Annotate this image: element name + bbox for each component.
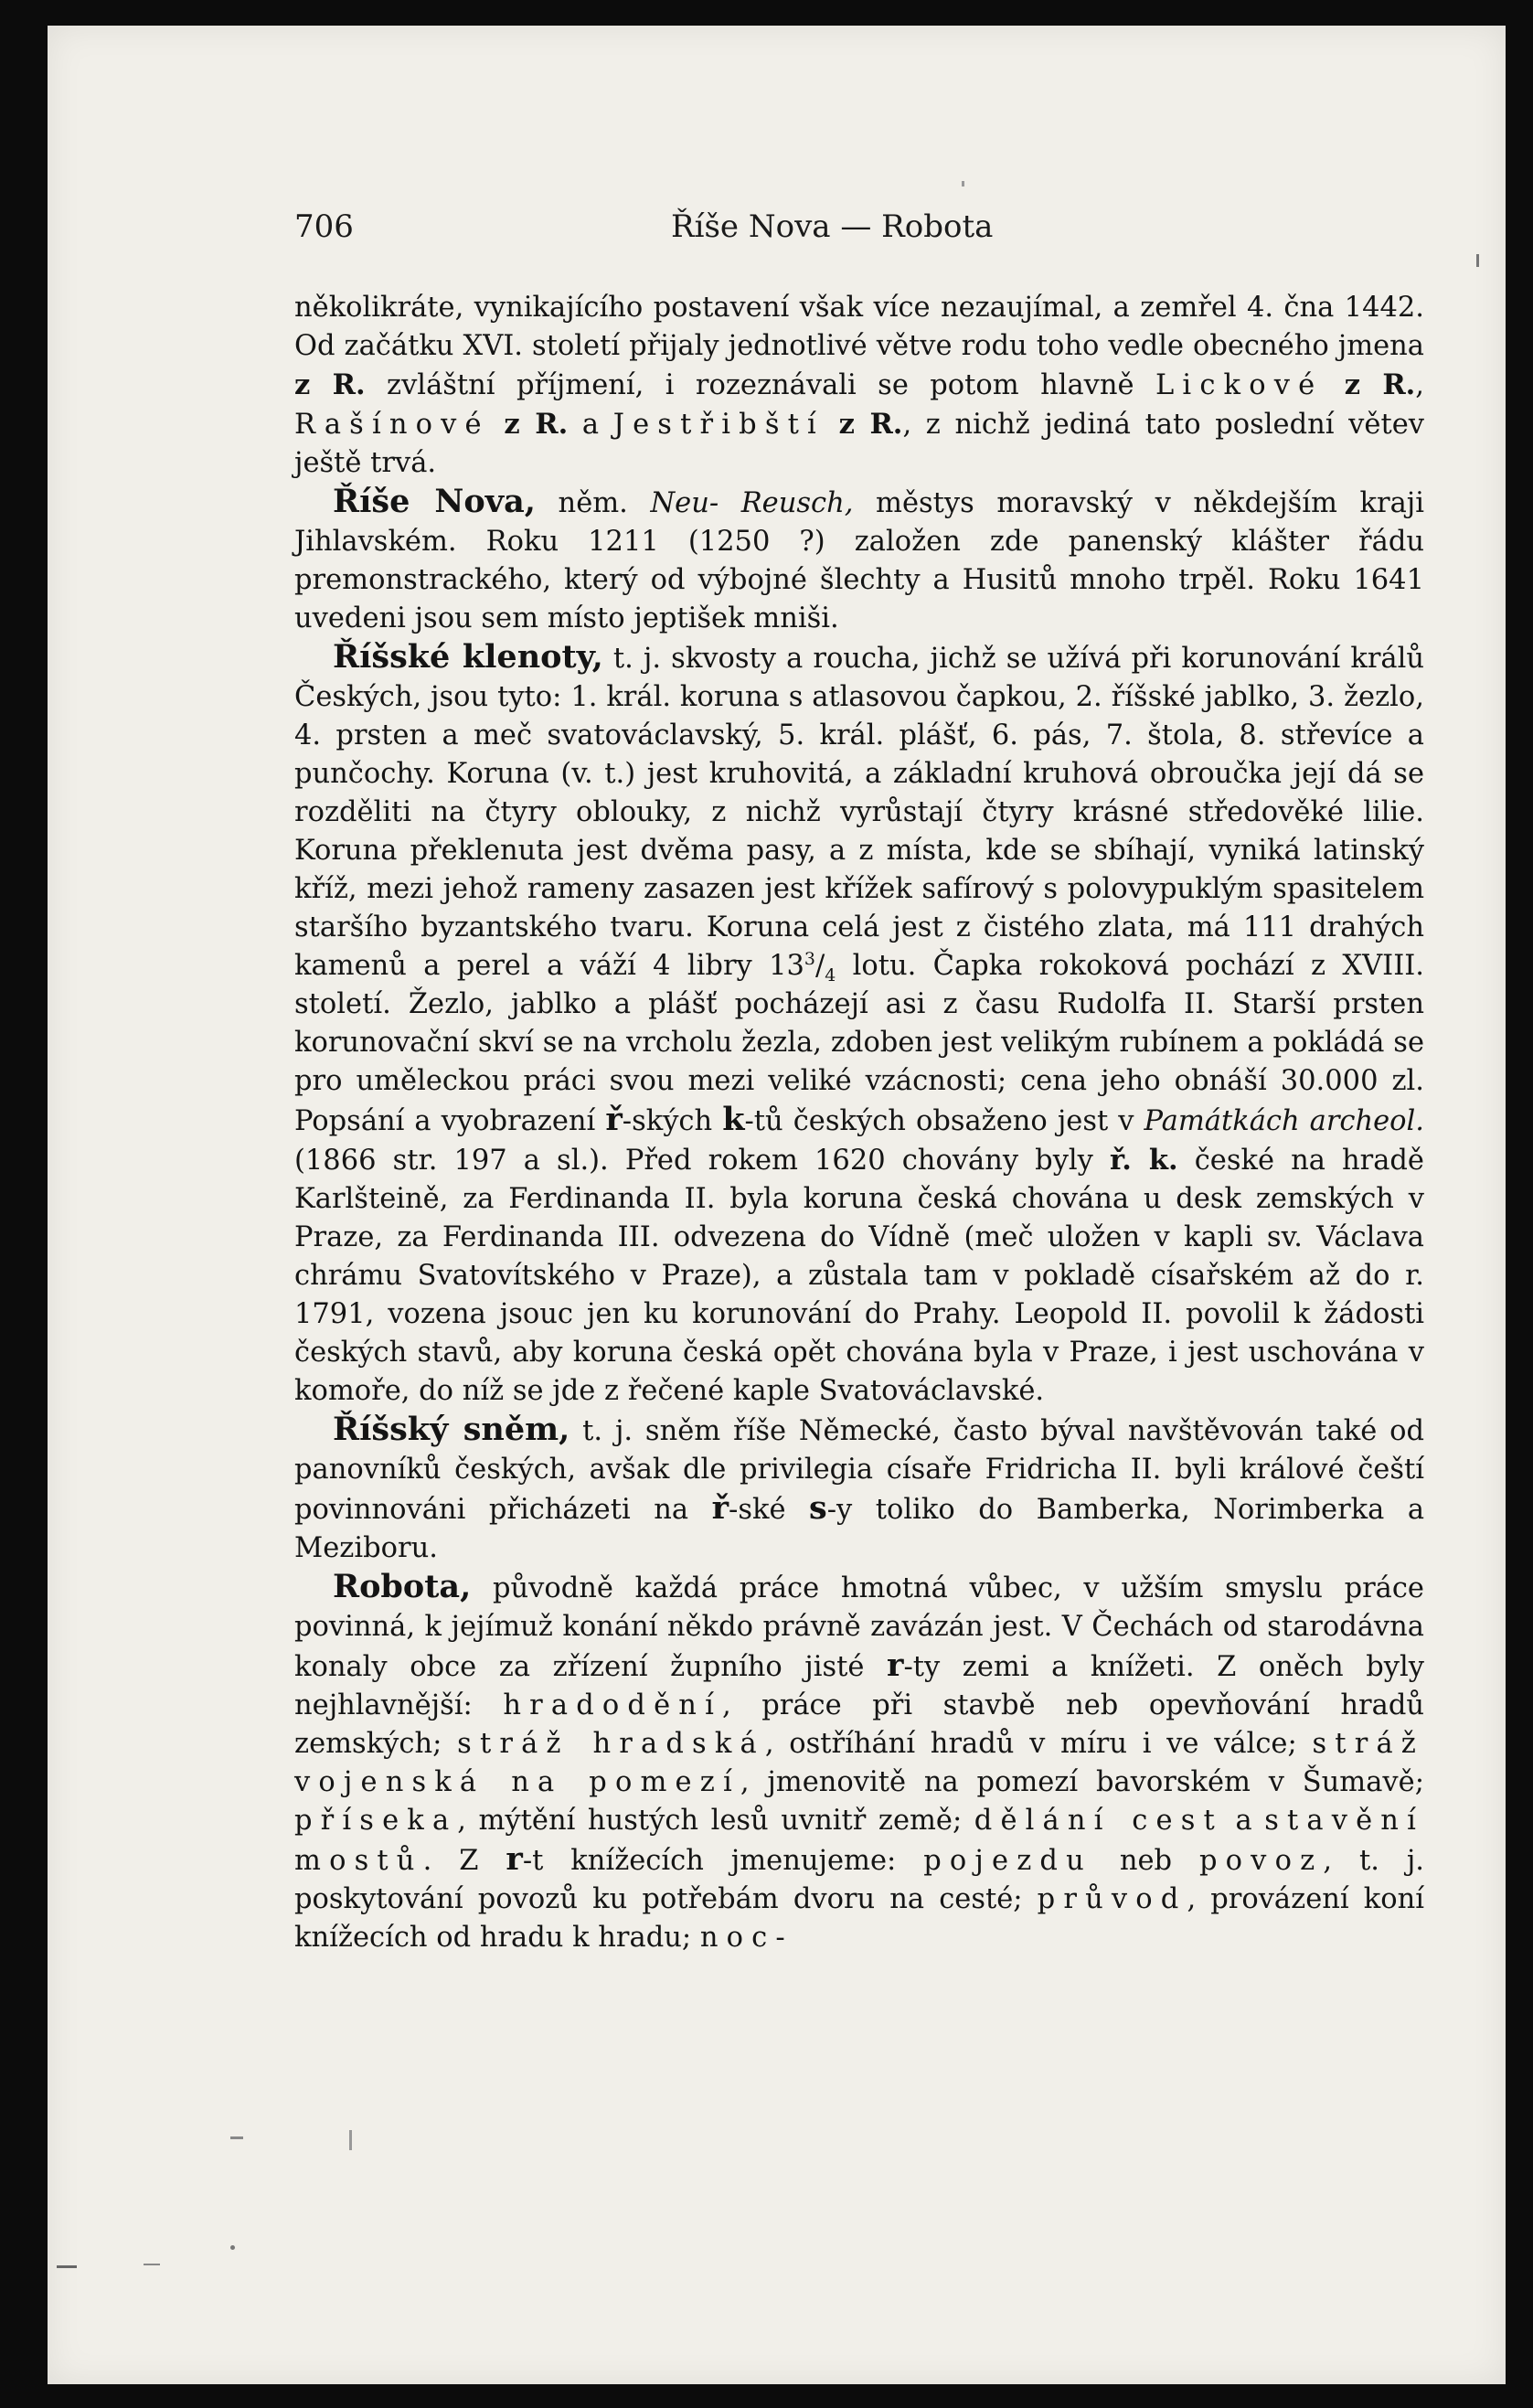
continued-paragraph: několikráte, vynikajícího postavení však více nezaujímal, a zemřel 4. čna 1442. Od začátku XVI. století přijaly jednotlivé větve rodu toho vedle obecného jmena z R. zvláštní příjmení, i rozeznávali se potom hlavně Lickové z R., Rašínové z R. a Jestřibští z R., z nichž jediná tato poslední větev ještě trvá. [294,292,1424,479]
abbr-z-r: z R. [294,368,366,401]
margin-speck [230,2245,235,2250]
fraction-numerator: 3 [804,948,815,969]
book-page [48,26,1506,2384]
fraction-denominator: 4 [825,965,836,986]
family-jestribsti: Jestřibští [612,409,825,441]
entry-rise-nova: Říše Nova, něm. Neu- Reusch, městys moravský v někdejším kraji Jihlavském. Roku 1211 (1250 ?) založen zde panenský klášter řádu premonstrackého, který od výbojné šlechty a Husitů mnoho trpěl. Roku 1641 uvedeni jsou sem místo jeptišek mniši. [294,483,1424,634]
page-number: 706 [294,208,354,245]
entry-risske-klenoty: Říšské klenoty, t. j. skvosty a roucha, jichž se užívá při korunování králů Českých, jsou tyto: 1. král. koruna s atlasovou čapkou, 2. říšské jablko, 3. žezlo, 4. prsten a meč svatováclavský, 5. král. plášť, 6. pás, 7. štola, 8. střevíce a punčochy. Koruna (v. t.) jest kruhovitá, a základní kruhová obroučka její dá se rozděliti na čtyry oblouky, z nichž vyrůstají čtyry krásné středověké lilie. Koruna překlenuta jest dvěma pasy, a z místa, kde se sbíhají, vyniká latinský kříž, mezi jehož rameny zasazen jest křížek safírový s polovypuklým spasitelem staršího byzantského tvaru. Koruna celá jest z čistého zlata, má 111 drahých kamenů a perel a váží 4 libry $13^3/_4$ lotu. Čapka rokoková pochází z XVIII. století. Žezlo, jablko a plášť pocházejí asi z času Rudolfa II. Starší prsten korunovační skví se na vrcholu žezla, zdoben jest velikým rubínem a pokládá se pro uměleckou práci svou mezi veliké vzácnosti; cena jeho obnáší 30.000 zl. Popsání a vyobrazení ř-ských k-tů českých obsaženo jest v Památkách archeol. (1866 str. 197 a sl.). Před rokem 1620 chovány byly ř. k. české na hradě Karlšteině, za Ferdinanda II. byla koruna česká chována u desk zemských v Praze, za Ferdinanda III. odvezena do Vídně (meč uložen v kapli sv. Václava chrámu Svatovítského v Praze), a zůstala tam v pokladě císařském až do r. 1791, vozena jsouc jen ku korunování do Prahy. Leopold II. povolil k žádosti českých stavů, aby koruna česká opět chována byla v Praze, i jest uschována v komoře, do níž se jde z řečené kaple Svatováclavské. [294,638,1424,1407]
headword-risske-klenoty: Říšské klenoty, [333,638,603,676]
margin-speck [57,2265,77,2268]
margin-speck [1476,254,1479,267]
headword-robota: Robota, [333,1568,472,1605]
headword-rise-nova: Říše Nova, [333,483,536,520]
margin-speck [230,2136,243,2139]
entry-risky-snem: Říšský sněm, t. j. sněm říše Německé, často býval navštěvován také od panovníků českých, avšak dle privilegia císaře Fridricha II. byli králové čeští povinnováni přicházeti na ř-ské s-y toliko do Bamberka, Norimberka a Meziboru. [294,1411,1424,1564]
margin-speck [144,2264,160,2265]
term-delani-cest: dělání cest [974,1805,1223,1837]
german-name: Neu- Reusch, [650,487,854,519]
body-text [294,289,1424,1957]
term-straz-vojenska: stráž vojenská na pomezí [294,1728,1424,1798]
fraction-slash: / [814,950,825,982]
term-priseka: příseka [294,1805,458,1837]
abbr-r: ř [711,1489,729,1527]
abbr-r: r [887,1646,904,1684]
term-pruvod: průvod [1037,1883,1187,1915]
margin-speck [349,2130,352,2150]
abbr-r: ř [605,1101,623,1138]
term-staveni-mostu: stavění mostů [294,1805,1425,1877]
family-rasinove: Rašínové [294,409,490,441]
margin-speck [962,181,964,186]
term-straz-hradska: stráž hradská [457,1728,765,1760]
abbr-r-k: ř. k. [1110,1144,1178,1177]
term-pojezdu: pojezdu [923,1845,1092,1877]
abbr-s: s [809,1489,827,1527]
headword-risky-snem: Říšský sněm, [333,1411,570,1448]
abbr-r: r [506,1840,523,1878]
entry-robota: Robota, původně každá práce hmotná vůbec, v užším smyslu práce povinná, k jejímuž konání někdo právně zavázán jest. V Čechách od starodávna konaly obce za zřízení župního jisté r-ty zemi a knížeti. Z oněch byly nejhlavnější: hradodění, práce při stavbě neb opevňování hradů zemských; stráž hradská, ostříhání hradů v míru i ve válce; stráž vojenská na pomezí, jmenovitě na pomezí bavorském v Šumavě; příseka, mýtění hustých lesů uvnitř země; dělání cest a stavění mostů. Z r-t knížecích jmenujeme: pojezdu neb povoz, t. j. poskytování povozů ku potřebám dvoru na cesté; průvod, provázení koní knížecích od hradu k hradu; noc- [294,1568,1425,1954]
cited-work: Památkách archeol. [1144,1105,1424,1137]
running-title: Říše Nova — Robota [671,208,994,245]
family-lickove: Lickové [1155,369,1324,401]
term-povoz: povoz [1199,1845,1324,1877]
abbr-k: k [722,1101,745,1138]
term-hradodeni: hradodění [503,1689,722,1721]
term-noc: noc- [699,1922,793,1954]
running-head [294,208,1254,263]
